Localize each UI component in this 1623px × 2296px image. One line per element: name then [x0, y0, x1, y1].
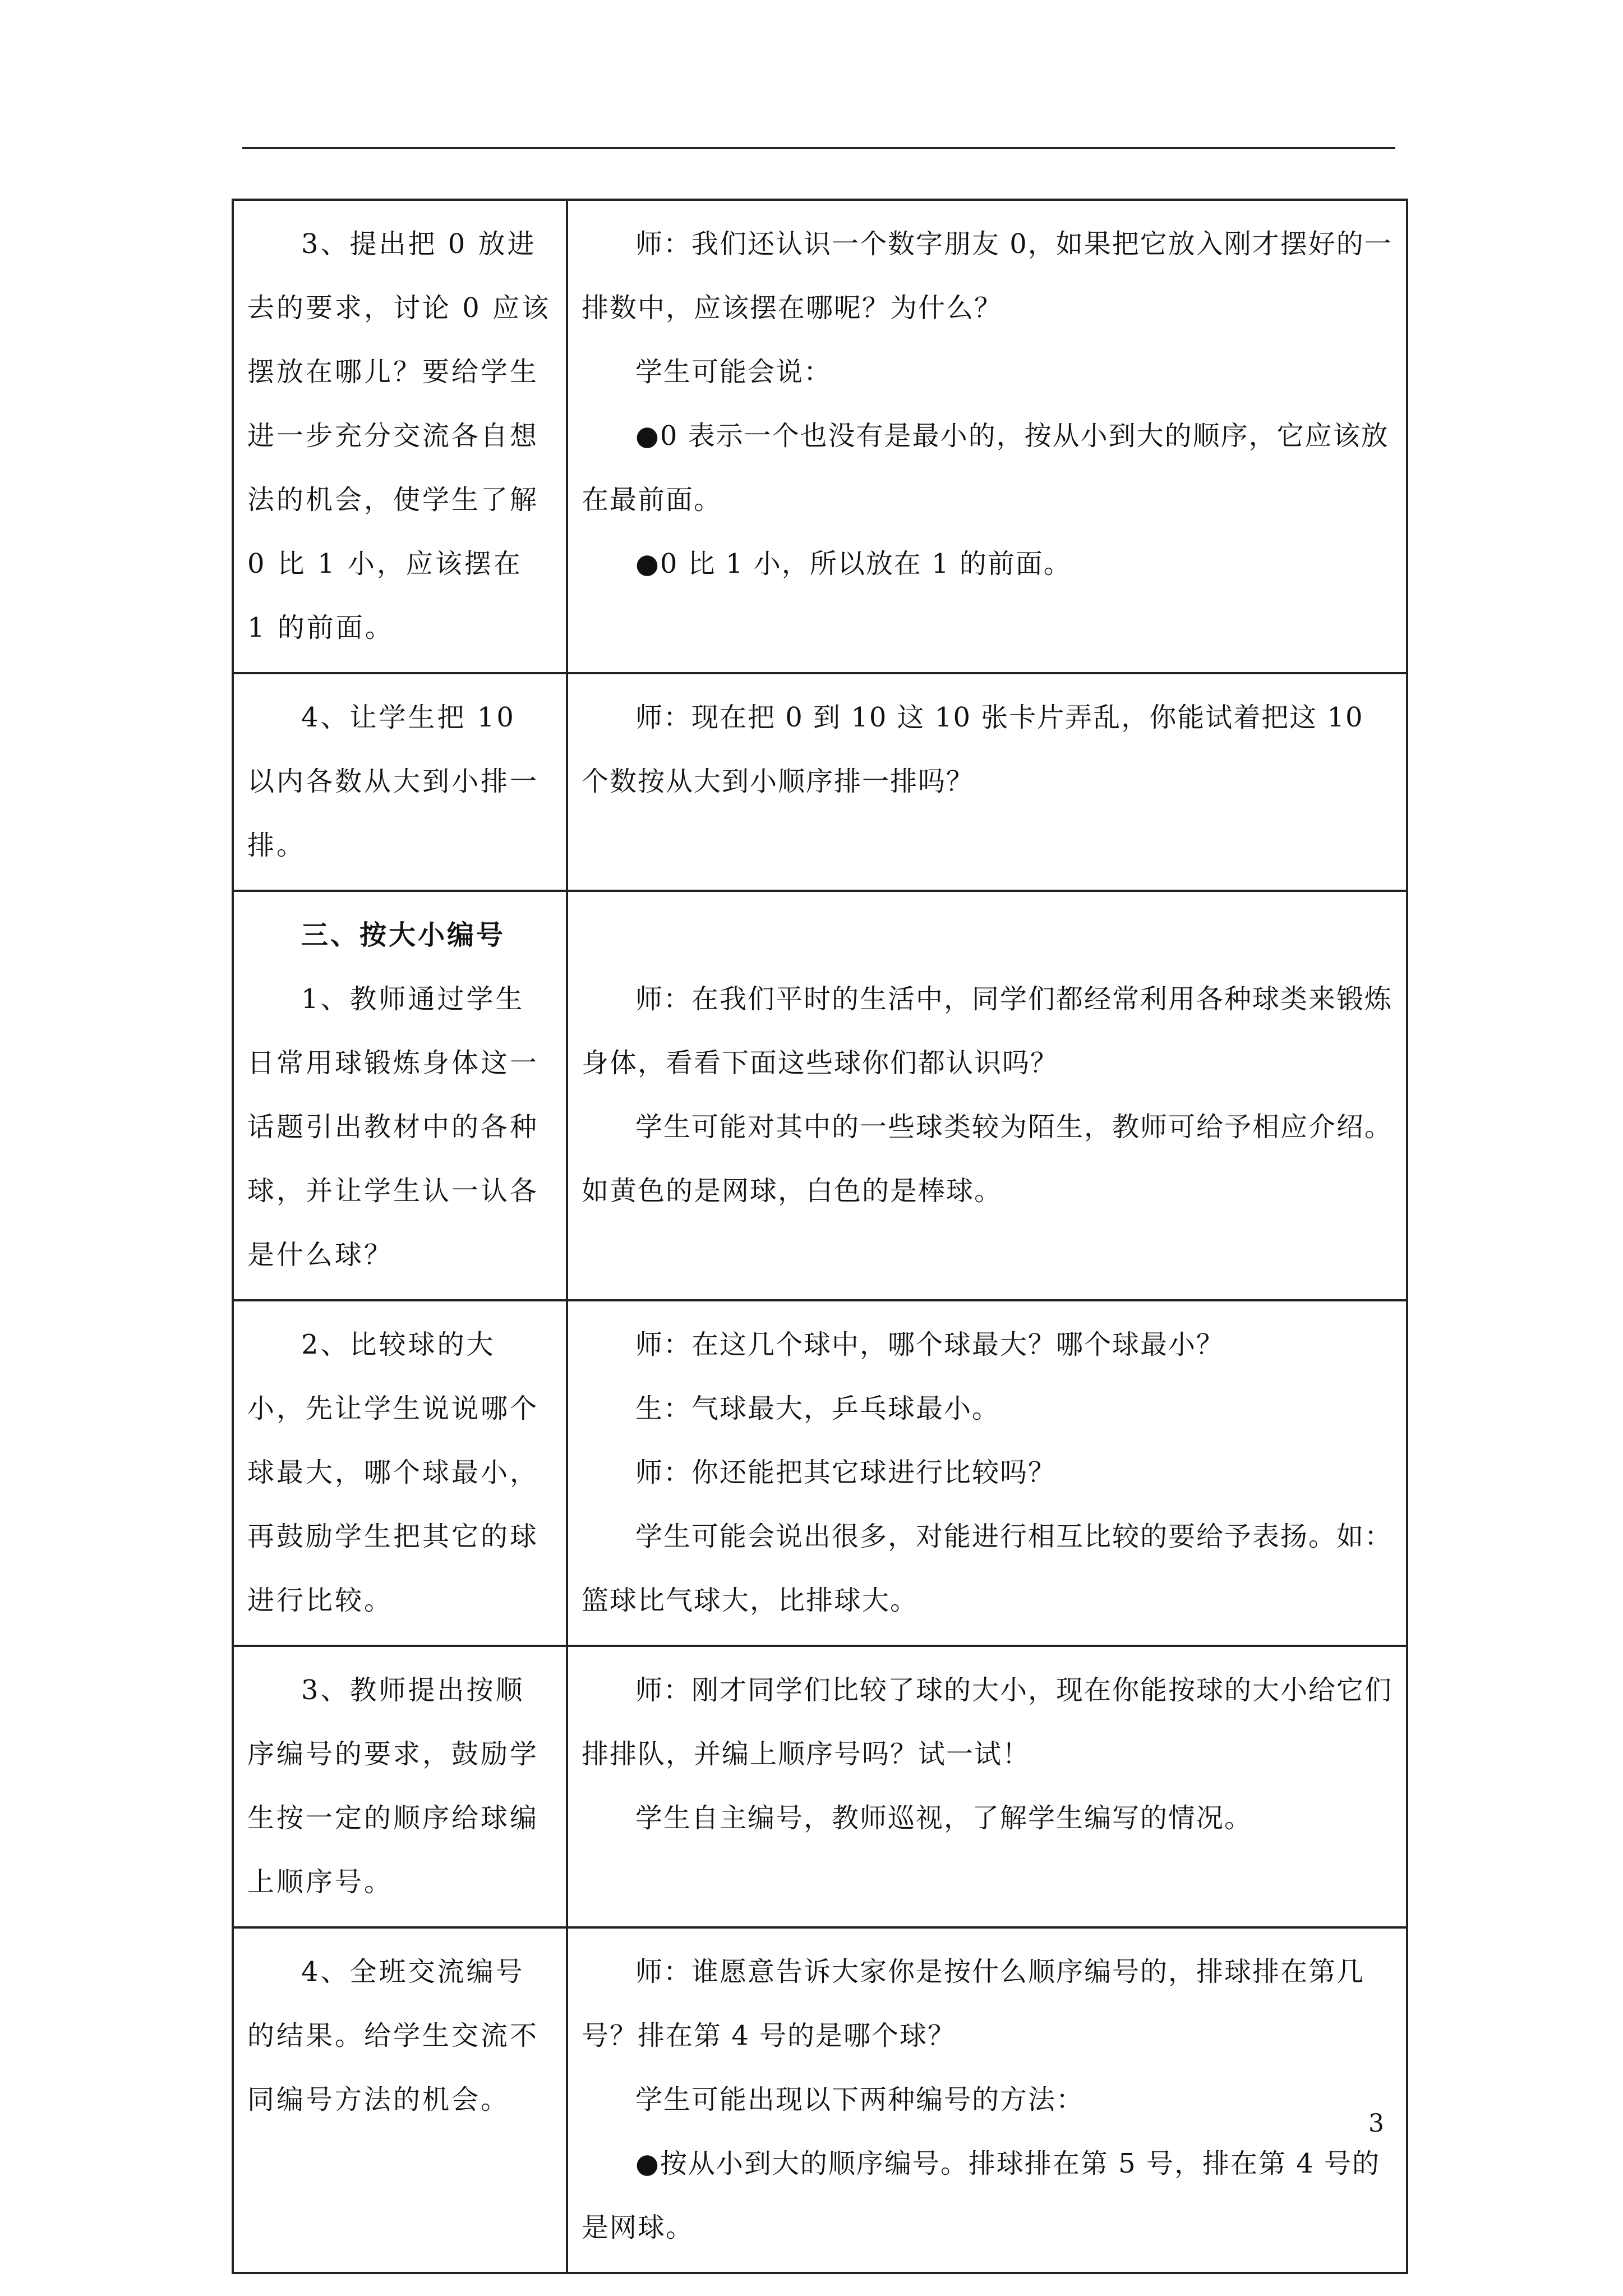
dialogue-line: 学生可能会说： — [635, 356, 832, 388]
dialogue-line: 学生可能出现以下两种编号的方法： — [635, 2084, 1085, 2115]
dialogue-line: 师：刚才同学们比较了球的大小，现在你能按球的大小给它们排排队，并编上顺序号吗？试一试！ — [582, 1674, 1393, 1770]
step-cell — [233, 1927, 567, 2273]
step-cell — [233, 1646, 567, 1927]
dialogue-cell — [567, 673, 1407, 891]
step-text: 4、全班交流编号的结果。给学生交流不同编号方法的机会。 — [247, 1956, 540, 2115]
header-rule — [242, 147, 1395, 149]
spacer — [582, 903, 1393, 967]
table-row — [233, 1646, 1407, 1927]
dialogue-line: 师：你还能把其它球进行比较吗？ — [635, 1457, 1057, 1488]
dialogue-line: 师：现在把 0 到 10 这 10 张卡片弄乱，你能试着把这 10 个数按从大到小顺序排一排吗？ — [582, 702, 1364, 797]
table-row — [233, 891, 1407, 1300]
dialogue-cell — [567, 1300, 1407, 1646]
dialogue-line: 师：在我们平时的生活中，同学们都经常利用各种球类来锻炼身体，看看下面这些球你们都认识吗？ — [582, 983, 1393, 1079]
dialogue-line: 师：在这几个球中，哪个球最大？哪个球最小？ — [635, 1329, 1225, 1360]
table-row — [233, 1927, 1407, 2273]
step-text: 4、让学生把 10 以内各数从大到小排一排。 — [247, 702, 540, 861]
step-text: 1、教师通过学生日常用球锻炼身体这一话题引出教材中的各种球，并让学生认一认各是什么球？ — [247, 983, 540, 1271]
section-heading: 三、按大小编号 — [301, 919, 506, 951]
dialogue-line: ●0 表示一个也没有是最小的，按从小到大的顺序，它应该放在最前面。 — [582, 420, 1389, 516]
page-number: 3 — [1368, 2109, 1384, 2138]
step-cell — [233, 673, 567, 891]
dialogue-cell — [567, 200, 1407, 673]
step-cell — [233, 1300, 567, 1646]
dialogue-line: 师：谁愿意告诉大家你是按什么顺序编号的，排球排在第几号？排在第 4 号的是哪个球？ — [582, 1956, 1365, 2051]
step-text: 3、提出把 0 放进去的要求，讨论 0 应该摆放在哪儿？要给学生进一步充分交流各自想法的机会，使学生了解 0 比 1 小，应该摆在 1 的前面。 — [247, 228, 551, 643]
dialogue-line: ●0 比 1 小，所以放在 1 的前面。 — [635, 548, 1072, 579]
lesson-table — [232, 199, 1408, 2274]
table-row — [233, 1300, 1407, 1646]
table-row — [233, 200, 1407, 673]
dialogue-line: 学生可能对其中的一些球类较为陌生，教师可给予相应介绍。如黄色的是网球，白色的是棒球。 — [582, 1111, 1393, 1207]
dialogue-line: ●按从小到大的顺序编号。排球排在第 5 号，排在第 4 号的是网球。 — [582, 2148, 1380, 2243]
dialogue-line: 学生自主编号，教师巡视，了解学生编写的情况。 — [635, 1802, 1253, 1834]
dialogue-cell — [567, 1646, 1407, 1927]
step-text: 3、教师提出按顺序编号的要求，鼓励学生按一定的顺序给球编上顺序号。 — [247, 1674, 540, 1898]
dialogue-cell — [567, 1927, 1407, 2273]
step-text: 2、比较球的大小，先让学生说说哪个球最大，哪个球最小，再鼓励学生把其它的球进行比较。 — [247, 1329, 540, 1616]
dialogue-cell — [567, 891, 1407, 1300]
dialogue-line: 学生可能会说出很多，对能进行相互比较的要给予表扬。如：篮球比气球大，比排球大。 — [582, 1521, 1393, 1616]
dialogue-line: 师：我们还认识一个数字朋友 0，如果把它放入刚才摆好的一排数中，应该摆在哪呢？为什么？ — [582, 228, 1393, 324]
step-cell — [233, 891, 567, 1300]
table-row — [233, 673, 1407, 891]
step-cell — [233, 200, 567, 673]
dialogue-line: 生：气球最大，乒乓球最小。 — [635, 1393, 1000, 1424]
